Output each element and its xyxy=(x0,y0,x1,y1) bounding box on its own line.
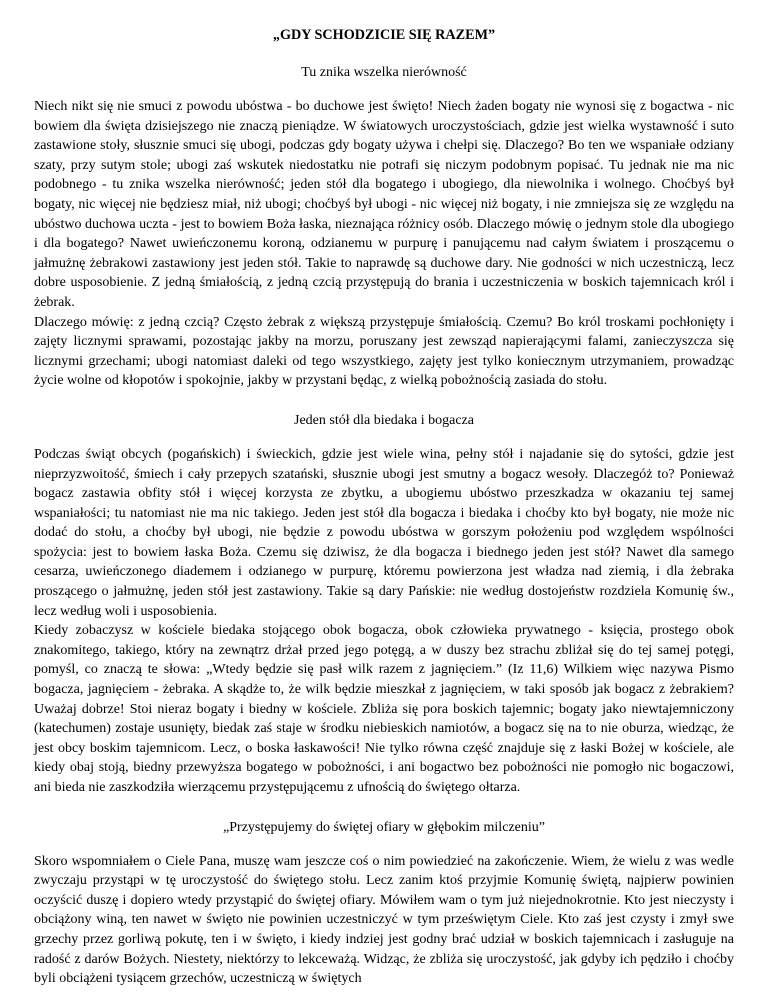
section-3 xyxy=(34,818,734,989)
paragraph: Skoro wspomniałem o Ciele Pana, muszę wam jeszcze coś o nim powiedzieć na zakończenie. Wiem, że wielu z was wedle zwyczaju przystąpi w tę uroczystość do świętego stołu. Lecz zanim ktoś przyjmie Komunię świętą, najpierw powinien oczyścić duszę i dopiero wtedy przystąpić do świętej ofiary. Mówiłem wam o tym już niejednokrotnie. Kto jest nieczysty i obciążony winą, ten nawet w święto nie powinien uczestniczyć w tym przeświętym Ciele. Kto zaś jest czysty i zmył swe grzechy przez gorliwą pokutę, ten i w święto, i kiedy indziej jest godny brać udział w boskich tajemnicach i zasługuje na radość z darów Bożych. Niestety, niektórzy to lekceważą. Widząc, że zbliża się uroczystość, jak gdyby ich pędziło i choćby byli obciążeni tysiącem grzechów, uczestniczą w świętych xyxy=(34,853,734,987)
paragraph: Niech nikt się nie smuci z powodu ubóstwa - bo duchowe jest święto! Niech żaden bogaty nie wynosi się z bogactwa - nic bowiem dla święta dzisiejszego nie znaczą pieniądze. W światowych uroczystościach, gdzie jest wielka wystawność i suto zastawione stoły, słusznie smuci się ubogi, podczas gdy bogaty używa i chełpi się. Dlaczego? Bo ten we wspaniałe odziany szaty, przy sutym stole; ubogi zaś wskutek niedostatku nie potrafi się niczym podobnym popisać. Tu jednak nie ma nic podobnego - tu znika wszelka nierówność; jeden stół dla bogatego i ubogiego, dla niewolnika i wolnego. Choćbyś był bogaty, nic więcej nie będziesz miał, niż ubogi; choćbyś był ubogi - nic więcej niż bogaty, i nie zmniejsza się ze względu na ubóstwo duchowa uczta - jest to bowiem Boża łaska, nieznająca różnicy osób. Dlaczego mówię o jednym stole dla ubogiego i dla bogatego? Nawet uwieńczonemu koroną, odzianemu w purpurę i panującemu nad całym światem i proszącemu o jałmużnę żebrakowi zastawiony jest jeden stół. Takie to naprawdę są duchowe dary. Nie godności w nich uczestniczą, lecz dobre usposobienie. Z jedną śmiałością, z jedną czcią przystępują do brania i uczestniczenia w boskich tajemnicach król i żebrak. xyxy=(34,99,734,310)
section-heading: Tu znika wszelka nierówność xyxy=(301,65,467,80)
paragraph: Podczas świąt obcych (pogańskich) i świeckich, gdzie jest wiele wina, pełny stół i najadanie się do sytości, gdzie jest nieprzyzwoitość, śmiech i cały przepych szatański, słusznie ubogi jest smutny a bogacz wesoły. Dlaczegóż to? Ponieważ bogacz zastawia obfity stół i więcej korzysta ze zbytku, a ubogiemu ubóstwo przeszkadza w okazaniu tej samej wspaniałości; tu natomiast nie ma nic takiego. Jeden jest stół dla bogacza i biedaka i choćby kto był bogaty, nie może nic dodać do stołu, a choćby był ubogi, nie będzie z powodu ubóstwa w gorszym położeniu pod względem wspólności spożycia: jest to bowiem łaska Boża. Czemu się dziwisz, że dla bogacza i biednego jeden jest stół? Nawet dla samego cesarza, uwieńczonego diademem i odzianego w purpurę, któremu powierzona jest władza nad ziemią, i dla żebraka proszącego o jałmużnę, jeden stół jest zastawiony. Takie są dary Pańskie: nie według dostojeństw rozdziela Komunię św., lecz według woli i usposobienia. xyxy=(34,446,734,619)
paragraph: Dlaczego mówię: z jedną czcią? Często żebrak z większą przystępuje śmiałością. Czemu? Bo król troskami pochłonięty i zajęty licznymi sprawami, pozostając jakby na morzu, poruszany jest zewsząd napierającymi falami, zanieczyszcza się licznymi grzechami; ubogi natomiast daleki od tego wszystkiego, zajęty jest tylko koniecznym utrzymaniem, prowadząc życie wolne od kłopotów i spokojnie, jakby w przystani będąc, z wielką pobożnością zasiada do stołu. xyxy=(34,314,734,389)
section-2 xyxy=(34,411,734,798)
section-heading: „Przystępujemy do świętej ofiary w głębokim milczeniu” xyxy=(223,819,545,835)
section-1 xyxy=(34,63,734,391)
paragraph: Kiedy zobaczysz w kościele biedaka stojącego obok bogacza, obok człowieka prywatnego - księcia, prostego obok znakomitego, takiego, który na zewnątrz drżał przed jego potęgą, a w duszy bez strachu zbliżał się do tej samej potęgi, pomyśl, co znaczą te słowa: „Wtedy będzie się pasł wilk razem z jagnięciem.” (Iz 11,6) Wilkiem więc nazywa Pismo bogacza, jagnięciem - żebraka. A skądże to, że wilk będzie mieszkał z jagnięciem, w taki sposób jak bogacz z żebrakiem? Uważaj dobrze! Stoi nieraz bogaty i biedny w kościele. Zbliża się pora boskich tajemnic; bogaty jako niewtajemniczony (katechumen) zostaje usunięty, biedak zaś staje w środku niebieskich namiotów, a bogacz się na to nie oburza, wiedząc, że jest obcy boskim tajemnicom. Lecz, o boska łaskawości! Nie tylko równa część znajduje się z łaski Bożej w kościele, ale kiedy obaj stoją, biedny przewyższa bogatego w pobożności, i ani bogactwo bez pobożności nie pomogło nic bogaczowi, ani bieda nie zaszkodziła wierzącemu przystępującemu z ufnością do świętego ołtarza. xyxy=(34,623,734,795)
section-heading: Jeden stół dla biedaka i bogacza xyxy=(294,412,474,428)
document-title: „GDY SCHODZICIE SIĘ RAZEM” xyxy=(272,27,496,43)
